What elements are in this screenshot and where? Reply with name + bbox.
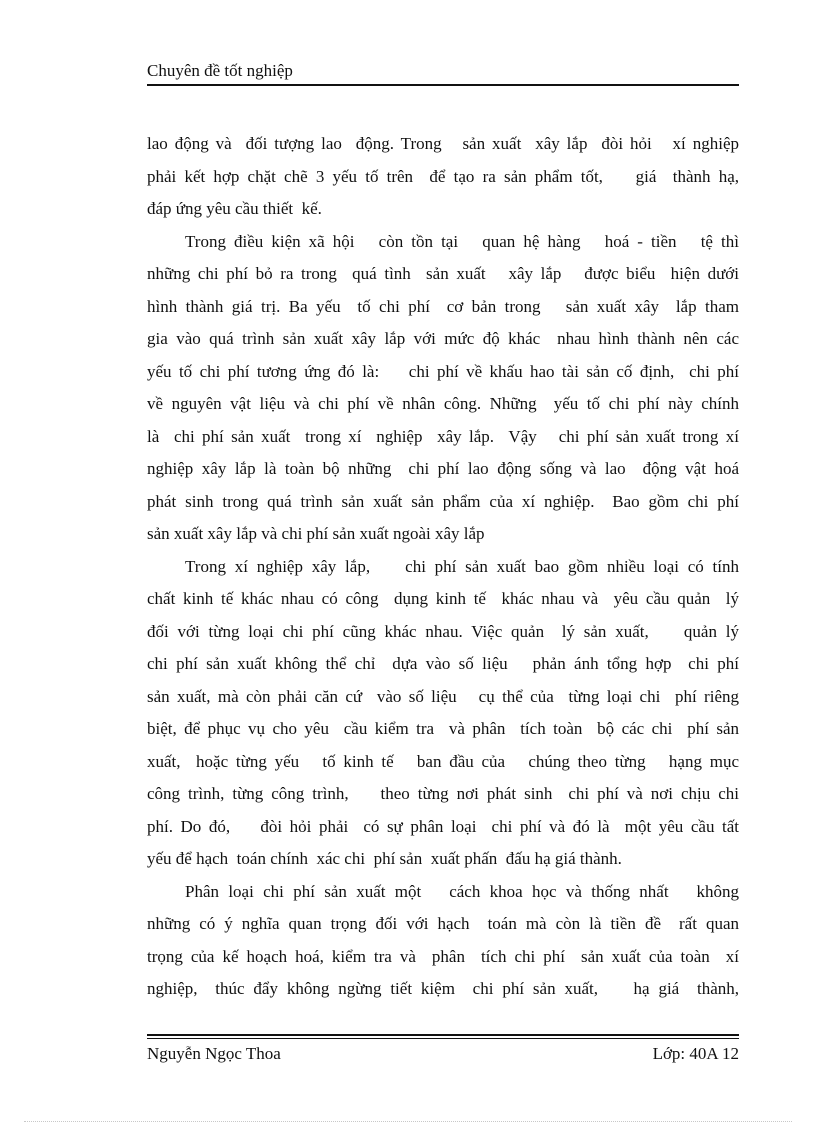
text-line: biệt, để phục vụ cho yêu cầu kiểm tra và phân tích toàn bộ các chi phí sản [147, 719, 739, 738]
header-title: Chuyên đề tốt nghiệp [147, 61, 293, 80]
text-line: chất kinh tế khác nhau có công dụng kinh tế khác nhau và yêu cầu quản lý [147, 589, 739, 608]
text-line: gia vào quá trình sản xuất xây lắp với mức độ khác nhau hình thành nên các [147, 329, 739, 348]
text-line: sản xuất, mà còn phải căn cứ vào số liệu cụ thể của từng loại chi phí riêng [147, 686, 739, 706]
footer-row [147, 1043, 739, 1065]
text-line: những chi phí bỏ ra trong quá tình sản xuất xây lắp được biểu hiện dưới [147, 264, 739, 283]
header-rule [147, 84, 739, 86]
text-line: trọng của kế hoạch hoá, kiểm tra và phân tích chi phí sản xuất của toàn xí [147, 946, 739, 966]
text-line: sản xuất xây lắp và chi phí sản xuất ngoài xây lắp [147, 524, 485, 543]
page-footer [147, 1034, 739, 1065]
footer-rule-inner [147, 1038, 739, 1039]
text-line: công trình, từng công trình, theo từng nơi phát sinh chi phí và nơi chịu chi [147, 784, 739, 803]
body-text [147, 128, 739, 1006]
text-line: những có ý nghĩa quan trọng đối với hạch toán mà còn là tiền đề rất quan [147, 914, 739, 933]
text-line: chi phí sản xuất không thể chỉ dựa vào số liệu phản ánh tổng hợp chi phí [147, 654, 739, 673]
footer-rule [147, 1034, 739, 1036]
text-line: là chi phí sản xuất trong xí nghiệp xây lắp. Vậy chi phí sản xuất trong xí [147, 426, 739, 446]
text-line: nghiệp, thúc đẩy không ngừng tiết kiệm chi phí sản xuất, hạ giá thành, [147, 979, 739, 998]
text-line: phí. Do đó, đòi hỏi phải có sự phân loại chi phí và đó là một yêu cầu tất [147, 816, 739, 836]
footer-author: Nguyễn Ngọc Thoa [147, 1044, 281, 1063]
text-line: yếu để hạch toán chính xác chi phí sản xuất phấn đấu hạ giá thành. [147, 849, 622, 868]
text-line: đáp ứng yêu cầu thiết kế. [147, 199, 322, 218]
text-line: hình thành giá trị. Ba yếu tố chi phí cơ bản trong sản xuất xây lắp tham [147, 296, 739, 316]
page-header [147, 60, 739, 86]
text-line: phải kết hợp chặt chẽ 3 yếu tố trên để tạo ra sản phẩm tốt, giá thành hạ, [147, 166, 739, 186]
text-line: yếu tố chi phí tương ứng đó là: chi phí về khấu hao tài sản cố định, chi phí [147, 361, 739, 381]
text-line: Trong điều kiện xã hội còn tồn tại quan hệ hàng hoá - tiền tệ thì [185, 231, 739, 251]
text-line: Phân loại chi phí sản xuất một cách khoa học và thống nhất không [185, 881, 739, 901]
text-line: về nguyên vật liệu và chi phí về nhân công. Những yếu tố chi phí này chính [147, 394, 739, 413]
page-edge [24, 1121, 792, 1122]
text-line: lao động và đối tượng lao động. Trong sản xuất xây lắp đòi hỏi xí nghiệp [147, 134, 739, 153]
text-line: nghiệp xây lắp là toàn bộ những chi phí lao động sống và lao động vật hoá [147, 459, 739, 478]
text-line: đối với từng loại chi phí cũng khác nhau. Việc quản lý sản xuất, quản lý [147, 621, 739, 641]
text-line: phát sinh trong quá trình sản xuất sản phẩm của xí nghiệp. Bao gồm chi phí [147, 491, 739, 511]
text-line: xuất, hoặc từng yếu tố kinh tế ban đầu của chúng theo từng hạng mục [147, 751, 739, 771]
footer-class: Lớp: 40A 12 [652, 1044, 739, 1063]
text-line: Trong xí nghiệp xây lắp, chi phí sản xuất bao gồm nhiều loại có tính [185, 556, 739, 576]
